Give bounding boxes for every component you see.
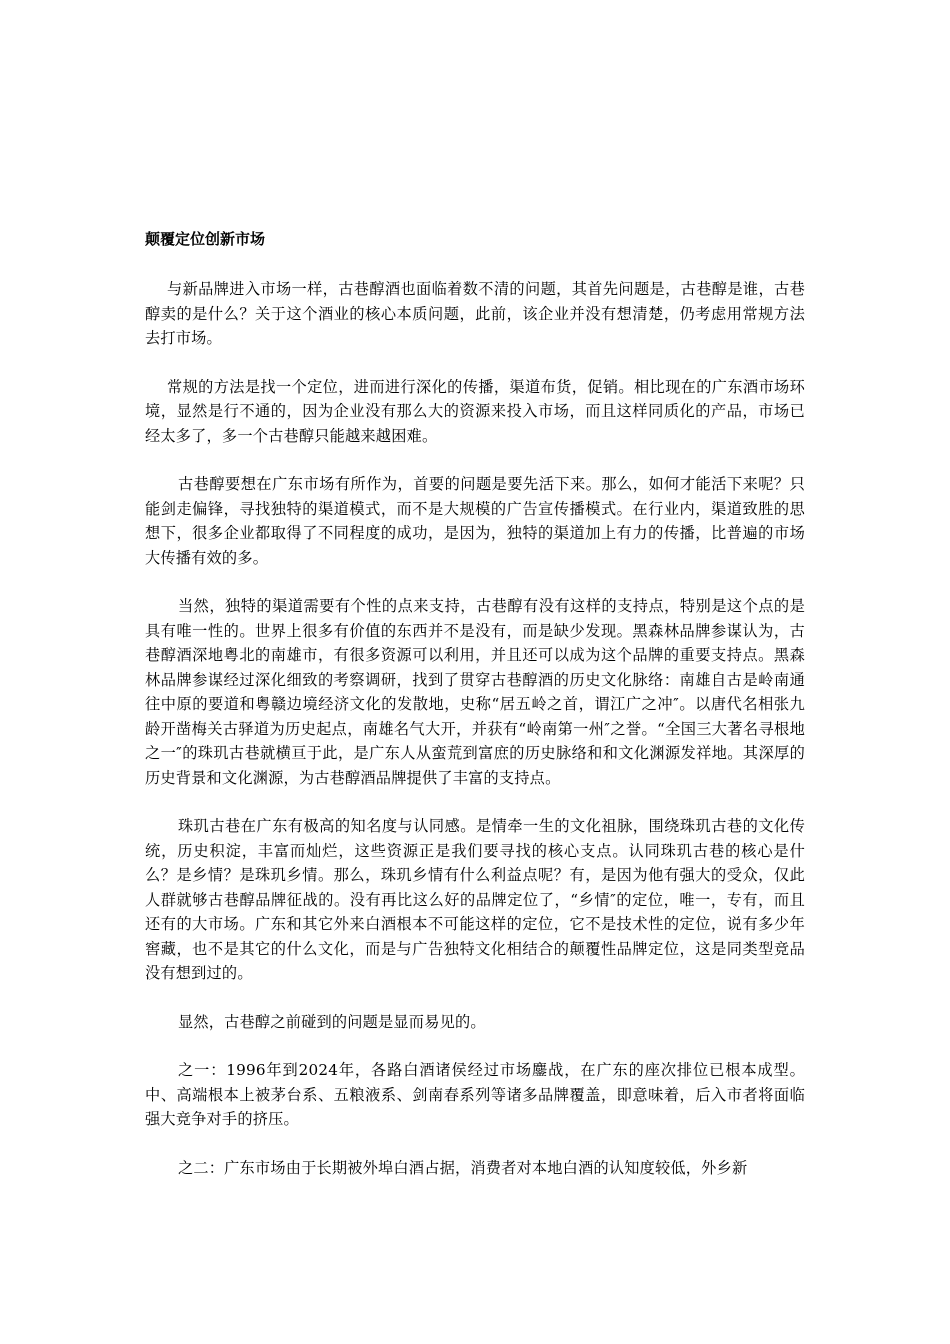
paragraph-6: 显然，古巷醇之前碰到的问题是显而易见的。 bbox=[178, 1012, 486, 1031]
paragraph-7: 之一：1996年到2024年，各路白酒诸侯经过市场鏖战，在广东的座次排位已根本成型。中、高端根本上被茅台系、五粮液系、剑南春系列等诸多品牌覆盖，即意味着，后入市者将面临强大竞争对手的挤压。 bbox=[145, 1061, 805, 1128]
paragraph-4: 当然，独特的渠道需要有个性的点来支持，古巷醇有没有这样的支持点，特别是这个点的是具有唯一性的。世界上很多有价值的东西并不是没有，而是缺少发现。黑森林品牌参谋认为，古巷醇酒深地粤北的南雄市，有很多资源可以利用，并且还可以成为这个品牌的重要支持点。黑森林品牌参谋经过深化细致的考察调研，找到了贯穿古巷醇酒的历史文化脉络：南雄自古是岭南通往中原的要道和粤赣边境经济文化的发散地，史称“居五岭之首，谓江广之冲″。以唐代名相张九龄开凿梅关古驿道为历史起点，南雄名气大开，并获有“岭南第一州″之誉。“全国三大著名寻根地之一″的珠玑古巷就横亘于此，是广东人从蛮荒到富庶的历史脉络和和文化渊源发祥地。其深厚的历史背景和文化渊源，为古巷醇酒品牌提供了丰富的支持点。 bbox=[145, 597, 805, 787]
document-title: 颠覆定位创新市场 bbox=[145, 230, 266, 248]
paragraph-8: 之二：广东市场由于长期被外埠白酒占据，消费者对本地白酒的认知度较低，外乡新 bbox=[178, 1158, 748, 1177]
paragraph-1: 与新品牌进入市场一样，古巷醇酒也面临着数不清的问题，其首先问题是，古巷醇是谁，古巷醇卖的是什么？关于这个酒业的核心本质问题，此前，该企业并没有想清楚，仍考虑用常规方法去打市场。 bbox=[145, 280, 805, 347]
paragraph-2: 常规的方法是找一个定位，进而进行深化的传播，渠道布货，促销。相比现在的广东酒市场环境，显然是行不通的，因为企业没有那么大的资源来投入市场，而且这样同质化的产品，市场已经太多了，多一个古巷醇只能越来越困难。 bbox=[145, 377, 805, 445]
paragraph-3: 古巷醇要想在广东市场有所作为，首要的问题是要先活下来。那么，如何才能活下来呢？只能剑走偏锋，寻找独特的渠道模式，而不是大规模的广告宣传播模式。在行业内，渠道致胜的思想下，很多企业都取得了不同程度的成功，是因为，独特的渠道加上有力的传播，比普遍的市场大传播有效的多。 bbox=[145, 475, 805, 567]
document-page bbox=[145, 227, 805, 1180]
paragraph-5: 珠玑古巷在广东有极高的知名度与认同感。是情牵一生的文化祖脉，围绕珠玑古巷的文化传统，历史积淀，丰富而灿烂，这些资源正是我们要寻找的核心支点。认同珠玑古巷的核心是什么？是乡情？是珠玑乡情。那么，珠玑乡情有什么利益点呢？有，是因为他有强大的受众，仅此人群就够古巷醇品牌征战的。没有再比这么好的品牌定位了，“乡情″的定位，唯一，专有，而且还有的大市场。广东和其它外来白酒根本不可能这样的定位，它不是技术性的定位，说有多少年窖藏，也不是其它的什么文化，而是与广告独特文化相结合的颠覆性品牌定位，这是同类型竞品没有想到过的。 bbox=[145, 817, 805, 982]
